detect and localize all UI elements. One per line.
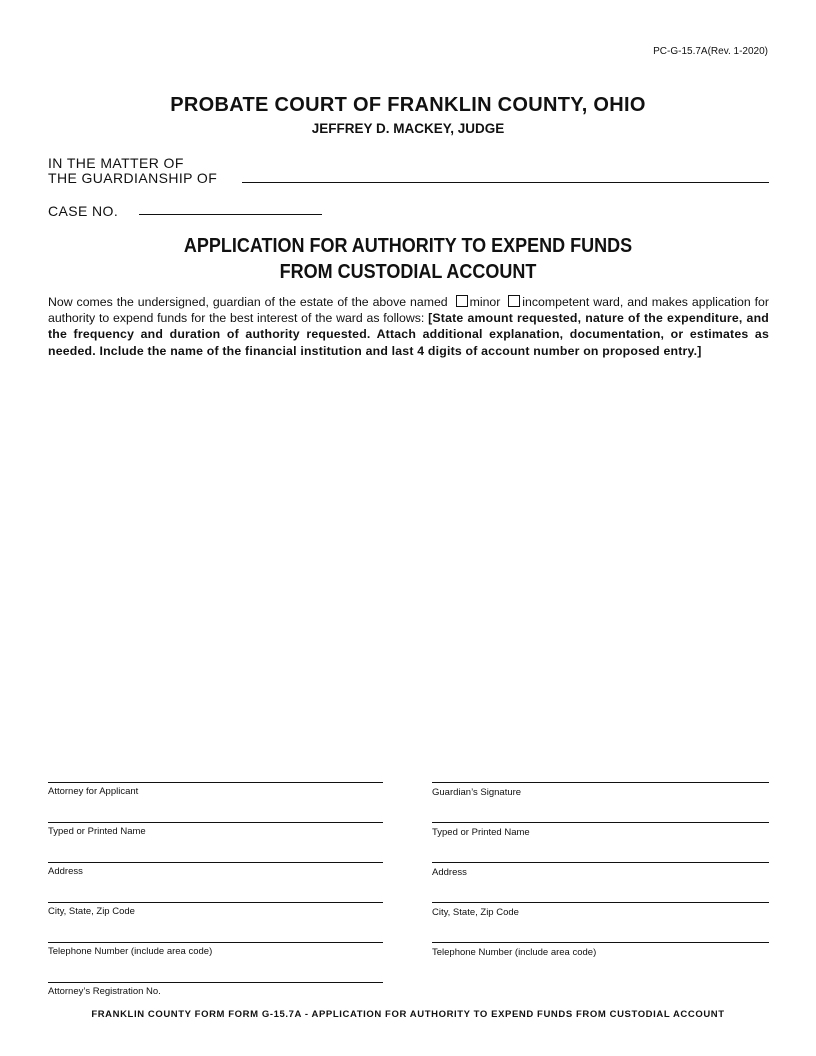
- guardian-address-label: Address: [432, 867, 467, 878]
- document-title: [41, 233, 775, 285]
- attorney-name-label: Typed or Printed Name: [48, 826, 146, 837]
- guardian-city-line[interactable]: [432, 902, 769, 903]
- matter-line2: THE GUARDIANSHIP OF: [48, 170, 218, 186]
- attorney-city-label: City, State, Zip Code: [48, 906, 135, 917]
- title-line2: FROM CUSTODIAL ACCOUNT: [279, 261, 537, 283]
- case-no-label: CASE NO.: [48, 203, 119, 219]
- title-line1: APPLICATION FOR AUTHORITY TO EXPEND FUNDS: [183, 235, 633, 257]
- matter-line1: IN THE MATTER OF: [48, 155, 184, 171]
- matter-caption: [48, 156, 217, 186]
- body-intro: Now comes the undersigned, guardian of the estate of the above named: [48, 295, 448, 309]
- attorney-signature-line[interactable]: [48, 782, 383, 783]
- guardian-address-line[interactable]: [432, 862, 769, 863]
- judge-name: JEFFREY D. MACKEY, JUDGE: [311, 121, 505, 136]
- guardian-signature-label: Guardian’s Signature: [432, 787, 522, 798]
- attorney-registration-label: Attorney’s Registration No.: [48, 986, 161, 997]
- minor-checkbox[interactable]: [456, 295, 468, 307]
- form-footer: FRANKLIN COUNTY FORM FORM G-15.7A - APPLICATION FOR AUTHORITY TO EXPEND FUNDS FROM CUSTODIAL ACCOUNT: [91, 1009, 725, 1020]
- attorney-city-line[interactable]: [48, 902, 383, 903]
- application-body: [48, 294, 769, 359]
- form-id: PC-G-15.7A(Rev. 1-2020): [653, 46, 768, 57]
- guardian-name-label: Typed or Printed Name: [432, 827, 530, 838]
- guardian-name-line[interactable]: [432, 822, 769, 823]
- attorney-phone-label: Telephone Number (include area code): [48, 946, 213, 957]
- guardianship-of-field[interactable]: [242, 182, 769, 183]
- attorney-address-line[interactable]: [48, 862, 383, 863]
- attorney-phone-line[interactable]: [48, 942, 383, 943]
- case-no-field[interactable]: [139, 214, 322, 215]
- guardian-signature-line[interactable]: [432, 782, 769, 783]
- guardian-phone-label: Telephone Number (include area code): [432, 947, 597, 958]
- body-instructions: [State amount requested, nature of the expenditure, and the frequency and duration of authority requested. Attach additional explanation, documentation, or estimates as needed. Include the name of the financial institution and last 4 digits of account number on proposed entry.]: [48, 311, 769, 358]
- minor-label: minor: [469, 295, 501, 309]
- attorney-signature-label: Attorney for Applicant: [48, 786, 139, 797]
- guardian-city-label: City, State, Zip Code: [432, 907, 519, 918]
- attorney-address-label: Address: [48, 866, 83, 877]
- attorney-registration-line[interactable]: [48, 982, 383, 983]
- court-name: PROBATE COURT OF FRANKLIN COUNTY, OHIO: [170, 94, 646, 116]
- guardian-phone-line[interactable]: [432, 942, 769, 943]
- incompetent-ward-checkbox[interactable]: [508, 295, 520, 307]
- attorney-name-line[interactable]: [48, 822, 383, 823]
- incompetent-ward-label: incompetent ward, and makes application for authority to expend funds for the best interest of the ward as follows:: [48, 295, 769, 326]
